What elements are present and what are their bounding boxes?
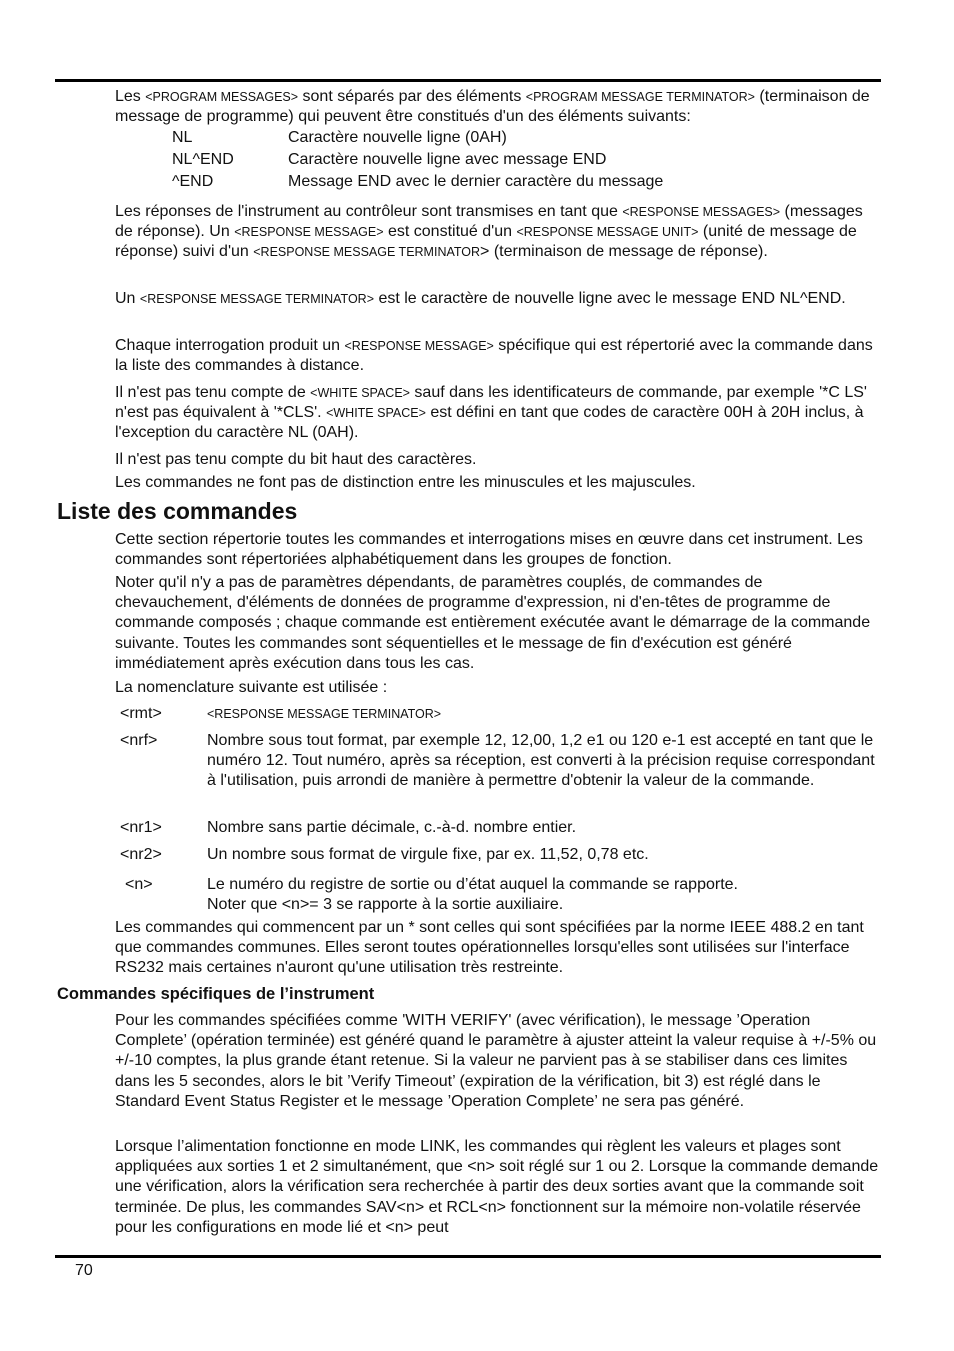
section-paragraph-4: Les commandes qui commencent par un * sont celles qui sont spécifiées par la norme IEEE 488.2 en tant que commandes communes. Elles seront toutes opérationnelles lorsqu'elles sont utilisées sur l'interface RS232 mais certaines n'auront qu'une utilisation très restreinte. xyxy=(115,919,864,977)
intro-paragraph-7: Les commandes ne font pas de distinction entre les minuscules et les majuscules. xyxy=(115,474,696,491)
intro-paragraph-4: Chaque interrogation produit un <RESPONSE MESSAGE> spécifique qui est répertorié avec la commande dans la liste des commandes à distance. xyxy=(115,337,873,375)
subsection-paragraph-2: Lorsque l’alimentation fonctionne en mode LINK, les commandes qui règlent les valeurs et plages sont appliquées aux sorties 1 et 2 simultanément, que <n> soit réglé sur 1 ou 2. Lorsque la commande demande une vérification, alors la vérification sera recherchée à partir des deux sorties avant que la commande soit terminée. De plus, les commandes SAV<n> et RCL<n> fonctionnent sur la mémoire non-volatile réservée pour les configurations en mode lié et <n> peut xyxy=(115,1138,879,1236)
section-heading: Liste des commandes xyxy=(57,498,298,524)
nomenclature-desc: Nombre sans partie décimale, c.-à-d. nombre entier. xyxy=(207,819,577,836)
footer-rule xyxy=(55,1255,881,1258)
section-paragraph-3: La nomenclature suivante est utilisée : xyxy=(115,679,388,696)
terminator-row: ^END Message END avec le dernier caractère du message xyxy=(172,173,664,190)
terminator-row: NL Caractère nouvelle ligne (0AH) xyxy=(172,129,507,146)
header-rule xyxy=(55,79,881,82)
nomenclature-desc: <RESPONSE MESSAGE TERMINATOR> xyxy=(207,707,442,721)
intro-paragraph-1: Les <PROGRAM MESSAGES> sont séparés par des éléments <PROGRAM MESSAGE TERMINATOR> (terminaison de message de programme) qui peuvent être constitués d'un des éléments suivants: xyxy=(115,88,870,126)
nomenclature-key: <nr1> xyxy=(120,819,162,836)
nomenclature-key: <nr2> xyxy=(120,846,162,863)
nomenclature-key: <nrf> xyxy=(120,732,158,749)
nomenclature-desc: Un nombre sous format de virgule fixe, par ex. 11,52, 0,78 etc. xyxy=(207,846,649,863)
section-paragraph-1: Cette section répertorie toutes les commandes et interrogations mises en œuvre dans cet instrument. Les commandes sont répertoriées alphabétiquement dans les groupes de fonction. xyxy=(115,531,863,569)
nomenclature-key: <n> xyxy=(125,876,153,893)
page-number: 70 xyxy=(75,1262,93,1279)
nomenclature-desc: Le numéro du registre de sortie ou d’état auquel la commande se rapporte. Noter que <n>= 3 se rapporte à la sortie auxiliaire. xyxy=(207,876,738,914)
subsection-heading: Commandes spécifiques de l’instrument xyxy=(57,985,375,1003)
nomenclature-key: <rmt> xyxy=(120,705,162,722)
nomenclature-desc: Nombre sous tout format, par exemple 12, 12,00, 1,2 e1 ou 120 e-1 est accepté en tant que le numéro 12. Tout numéro, après sa réception, est converti à la précision requise correspondant à l'utilisation, puis arrondi de manière à permettre d'obtenir la valeur de la commande. xyxy=(207,732,875,790)
terminator-row: NL^END Caractère nouvelle ligne avec message END xyxy=(172,151,607,168)
intro-paragraph-2: Les réponses de l'instrument au contrôleur sont transmises en tant que <RESPONSE MESSAGES> (messages de réponse). Un <RESPONSE MESSAGE> est constitué d'un <RESPONSE MESSAGE UNIT> (unité de message de réponse) suivi d'un <RESPONSE MESSAGE TERMINATOR> (terminaison de message de réponse). xyxy=(115,203,863,261)
section-paragraph-2: Noter qu'il n'y a pas de paramètres dépendants, de paramètres couplés, de commandes de chevauchement, d'éléments de données de programme d'expression, ni d'en-têtes de programme de commande composés ; chaque commande est entièrement exécutée avant le démarrage de la commande suivante. Toutes les commandes sont séquentielles et le message de fin d'exécution est généré immédiatement après exécution dans tous les cas. xyxy=(115,574,871,672)
intro-paragraph-5: Il n'est pas tenu compte de <WHITE SPACE> sauf dans les identificateurs de commande, par exemple '*C LS' n'est pas équivalent à '*CLS'. <WHITE SPACE> est défini en tant que codes de caractère 00H à 20H inclus, à l'exception du caractère NL (0AH). xyxy=(115,384,867,442)
intro-paragraph-6: Il n'est pas tenu compte du bit haut des caractères. xyxy=(115,451,477,468)
intro-paragraph-3: Un <RESPONSE MESSAGE TERMINATOR> est le caractère de nouvelle ligne avec le message END NL^END. xyxy=(115,290,846,307)
subsection-paragraph-1: Pour les commandes spécifiées comme 'WITH VERIFY' (avec vérification), le message ’Operation Complete’ (opération terminée) est généré quand le paramètre à ajuster atteint la valeur requise à +/-5% ou +/-10 comptes, la plus grande étant retenue. Si la valeur ne parvient pas à se stabiliser dans ces limites dans les 5 secondes, alors le bit ’Verify Timeout’ (expiration de la vérification, bit 3) est réglé dans le Standard Event Status Register et le message ’Operation Complete’ ne sera pas généré. xyxy=(115,1012,877,1110)
